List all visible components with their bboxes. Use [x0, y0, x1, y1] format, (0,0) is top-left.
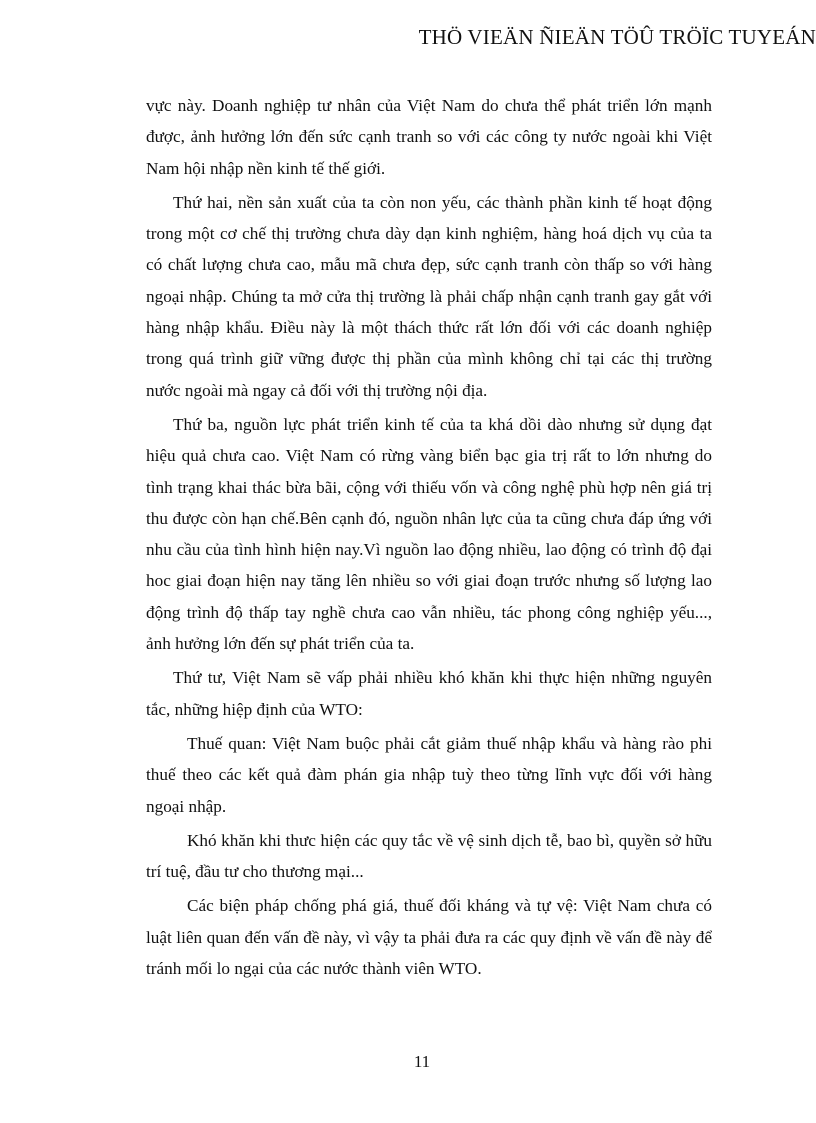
paragraph-chong-pha-gia: Các biện pháp chống phá giá, thuế đối kháng và tự vệ: Việt Nam chưa có luật liên quan đến vấn đề này, vì vậy ta phải đưa ra các quy định về vấn đề này để tránh mối lo ngại của các nước thành viên WTO.	[146, 896, 712, 979]
paragraph-thu-ba: Thứ ba, nguồn lực phát triển kinh tế của ta khá dồi dào nhưng sử dụng đạt hiệu quả chưa cao. Việt Nam có rừng vàng biển bạc gia trị rất to lớn nhưng do tình trạng khai thác bừa bãi, cộng với thiếu vốn và công nghệ phù hợp nên giá trị thu được còn hạn chế.Bên cạnh đó, nguồn nhân lực của ta cũng chưa đáp ứng với nhu cầu của tình hình hiện nay.Vì nguồn lao động nhiều, lao động có trình độ đại hoc giai đoạn hiện nay tăng lên nhiều so với giai đoạn trước nhưng số lượng lao động trình độ thấp tay nghề chưa cao vẫn nhiều, tác phong công nghiệp yếu..., ảnh hưởng lớn đến sự phát triển của ta.	[146, 414, 712, 654]
document-body	[146, 90, 712, 987]
paragraph-thu-tu: Thứ tư, Việt Nam sẽ vấp phải nhiều khó khăn khi thực hiện những nguyên tắc, những hiệp định của WTO:	[146, 668, 712, 719]
paragraph-continuation: vực này. Doanh nghiệp tư nhân của Việt Nam do chưa thể phát triển lớn mạnh được, ảnh hưởng lớn đến sức cạnh tranh so với các công ty nước ngoài khi Việt Nam hội nhập nền kinh tế thế giới.	[146, 96, 712, 178]
paragraph-quy-tac: Khó khăn khi thưc hiện các quy tắc về vệ sinh dịch tễ, bao bì, quyền sở hữu trí tuệ, đầu tư cho thương mại...	[146, 830, 712, 882]
running-header: THÖ VIEÄN ÑIEÄN TÖÛ TRÖÏC TUYEÁN	[418, 25, 816, 49]
paragraph-thu-hai: Thứ hai, nền sản xuất của ta còn non yếu, các thành phần kinh tế hoạt động trong một cơ chế thị trường chưa dày dạn kinh nghiệm, hàng hoá dịch vụ của ta có chất lượng chưa cao, mẫu mã chưa đẹp, sức cạnh tranh còn thấp so với hàng ngoại nhập. Chúng ta mở cửa thị trường là phải chấp nhận cạnh tranh gay gắt với hàng nhập khẩu. Điều này là một thách thức rất lớn đối với các doanh nghiệp trong quá trình giữ vững được thị phần của mình không chỉ tại các thị trường nước ngoài mà ngay cả đối với thị trường nội địa.	[146, 192, 712, 400]
paragraph-thue-quan: Thuế quan: Việt Nam buộc phải cắt giảm thuế nhập khẩu và hàng rào phi thuế theo các kết quả đàm phán gia nhập tuỳ theo từng lĩnh vực đối với hàng ngoại nhập.	[146, 733, 712, 816]
page-number: 11	[413, 1052, 431, 1071]
